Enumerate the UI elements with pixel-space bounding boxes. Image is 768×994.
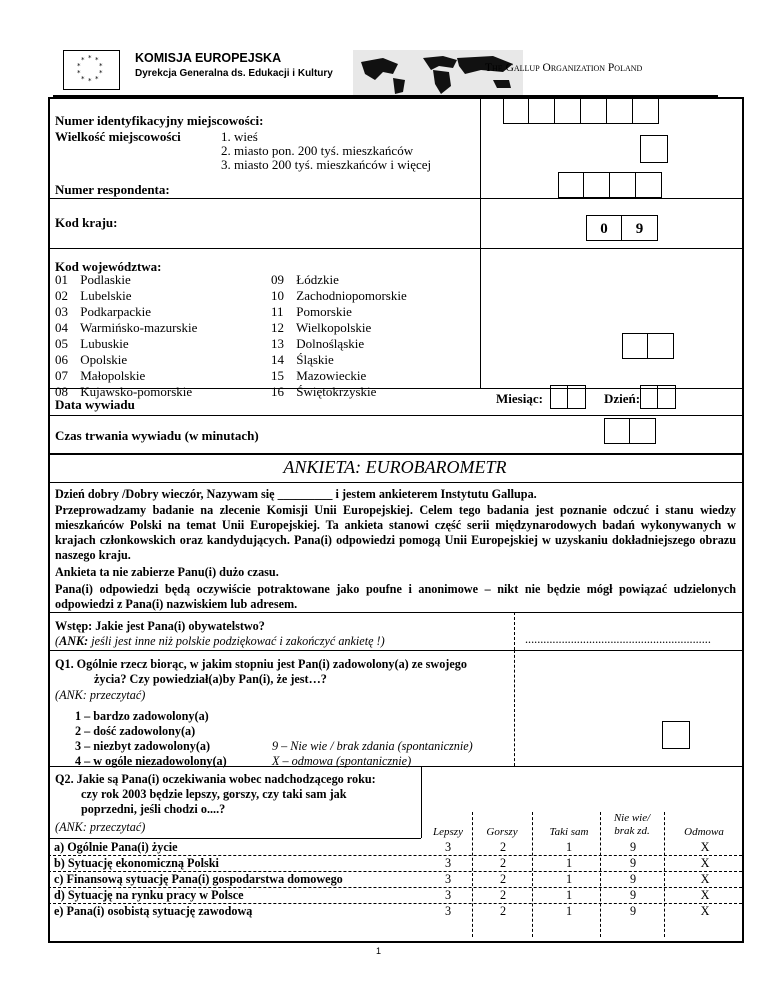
country-code-digit: 0	[586, 215, 622, 241]
q1-text-a: Q1. Ogólnie rzecz biorąc, w jakim stopniu jest Pan(i) zadowolony(a) ze swojego	[55, 657, 467, 671]
list-item: 08 Kujawsko-pomorskie	[55, 384, 193, 399]
citizenship-answer-line[interactable]: .............................................................	[525, 632, 711, 646]
q2-col-header: Nie wie/ brak zd.	[613, 812, 651, 837]
table-row: a) Ogólnie Pana(i) życie 3 2 1 9 X	[54, 840, 710, 854]
table-row: b) Sytuację ekonomiczną Polski 3 2 1 9 X	[54, 856, 710, 870]
list-item: 04 Warmińsko-mazurskie	[55, 320, 198, 335]
q1-option-2: 2 – dość zadowolony(a)	[75, 724, 196, 738]
eu-flag-logo	[63, 50, 120, 90]
duration-label: Czas trwania wywiadu (w minutach)	[55, 428, 259, 443]
list-item: 12 Wielkopolskie	[271, 320, 372, 335]
id-input-cells[interactable]	[503, 98, 659, 124]
q1-spont-2: X – odmowa (spontanicznie)	[272, 754, 412, 768]
svg-text:*: *	[99, 62, 103, 70]
short-note: Ankieta ta nie zabierze Panu(i) dużo czasu.	[55, 565, 279, 579]
voivodeship-input-cells[interactable]	[622, 333, 674, 359]
q1-options	[75, 709, 227, 769]
q1-option-4: 4 – w ogóle niezadowolony(a)	[75, 754, 227, 768]
q1-note: (ANK: przeczytać)	[55, 688, 146, 702]
date-label: Data wywiadu	[55, 397, 135, 412]
size-option-2: 2. miasto pon. 200 tyś. mieszkańców	[221, 143, 414, 158]
size-option-3: 3. miasto 200 tyś. mieszkańców i więcej	[221, 157, 432, 172]
svg-text:*: *	[95, 75, 99, 83]
q2-note: (ANK: przeczytać)	[55, 820, 146, 834]
respondent-input-cells[interactable]	[558, 172, 662, 198]
month-label: Miesiąc:	[496, 391, 543, 406]
list-item: 14 Śląskie	[271, 352, 334, 367]
q1-spontaneous	[272, 739, 473, 769]
list-item: 05 Lubuskie	[55, 336, 129, 351]
month-input-cells[interactable]	[550, 385, 586, 409]
list-item: 03 Podkarpackie	[55, 304, 152, 319]
day-input-cells[interactable]	[640, 385, 676, 409]
table-row: d) Sytuację na rynku pracy w Polsce 3 2 1 9 X	[54, 888, 710, 902]
table-row: c) Finansową sytuację Pana(i) gospodarstwa domowego 3 2 1 9 X	[54, 872, 710, 886]
q2-col-header: Taki sam	[549, 826, 589, 838]
q1-option-1: 1 – bardzo zadowolony(a)	[75, 709, 209, 723]
greeting: Dzień dobry /Dobry wieczór, Nazywam się _________ i jestem ankieterem Instytutu Gallupa.	[55, 487, 537, 501]
svg-text:*: *	[88, 77, 92, 85]
id-label: Numer identyfikacyjny miejscowości:	[55, 113, 264, 128]
respondent-label: Numer respondenta:	[55, 182, 170, 197]
list-item: 07 Małopolskie	[55, 368, 146, 383]
gallup-name: The Gallup Organization Poland	[485, 62, 643, 74]
list-item: 16 Świętokrzyskie	[271, 384, 377, 399]
header	[53, 46, 718, 96]
day-label: Dzień:	[604, 391, 641, 406]
q1-text-b: życia? Czy powiedział(a)by Pan(i), że jest…?	[94, 672, 327, 686]
size-input-box[interactable]	[640, 135, 668, 163]
svg-text:*: *	[88, 54, 92, 62]
voivodeship-label: Kod województwa:	[55, 259, 162, 274]
q1-option-3: 3 – niezbyt zadowolony(a)	[75, 739, 211, 753]
svg-text:*: *	[81, 75, 85, 83]
duration-input-cells[interactable]	[604, 418, 656, 444]
list-item: 11 Pomorskie	[271, 304, 352, 319]
svg-text:*: *	[77, 69, 81, 77]
list-item: 02 Lubelskie	[55, 288, 132, 303]
eu-stars-icon	[64, 51, 119, 89]
voivodeship-list-left	[55, 272, 197, 400]
svg-text:*: *	[99, 69, 103, 77]
list-item: 13 Dolnośląskie	[271, 336, 365, 351]
q1-answer-box[interactable]	[662, 721, 690, 749]
table-row: e) Pana(i) osobistą sytuację zawodową 3 2 1 9 X	[54, 904, 710, 918]
q1-spont-1: 9 – Nie wie / brak zdania (spontanicznie)	[272, 739, 473, 753]
svg-text:*: *	[81, 56, 85, 64]
country-label: Kod kraju:	[55, 215, 118, 230]
q2-col-header: Gorszy	[486, 826, 518, 838]
page-number: 1	[376, 946, 382, 956]
list-item: 06 Opolskie	[55, 352, 128, 367]
intro-question-note: (ANK: jeśli jest inne niż polskie podziękować i zakończyć ankietę !)	[55, 634, 385, 648]
svg-text:*: *	[95, 56, 99, 64]
intro-question: Wstęp: Jakie jest Pana(i) obywatelstwo?	[55, 619, 265, 633]
q2-col-header: Odmowa	[684, 826, 724, 838]
country-code-digit: 9	[622, 215, 658, 241]
survey-title: ANKIETA: EUROBAROMETR	[283, 457, 507, 477]
list-item: 15 Mazowieckie	[271, 368, 367, 383]
q2-col-header: Lepszy	[433, 826, 463, 838]
org-subtitle: Dyrekcja Generalna ds. Edukacji i Kultury	[135, 68, 333, 79]
q2-text: Q2. Jakie są Pana(i) oczekiwania wobec nadchodzącego roku: czy rok 2003 będzie lepszy, gorszy, czy taki sam jak poprzedni, jeśli chodzi o....?	[55, 772, 376, 816]
org-title: KOMISJA EUROPEJSKA	[135, 51, 282, 65]
size-label: Wielkość miejscowości	[55, 129, 181, 144]
country-code-cells	[586, 215, 658, 241]
voivodeship-list-right	[271, 272, 407, 400]
list-item: 09 Łódzkie	[271, 272, 339, 287]
intro-paragraph: Przeprowadzamy badanie na zlecenie Komisji Unii Europejskiej. Celem tego badania jest poznanie odczuć i stanu wiedzy mieszkańców Polski na temat Unii Europejskiej. Ta ankieta stanowi część serii międzynarodowych badań wykonywanych w krajach członkowskich oraz kandydujących. Pana(i) odpowiedzi pomogą Unii Europejskiej w uzyskaniu dokładniejszego obrazu naszego kraju.	[55, 503, 736, 562]
list-item: 01 Podlaskie	[55, 272, 131, 287]
svg-text:*: *	[77, 62, 81, 70]
size-option-1: 1. wieś	[221, 129, 258, 144]
list-item: 10 Zachodniopomorskie	[271, 288, 407, 303]
confidential-note: Pana(i) odpowiedzi będą oczywiście potraktowane jako poufne i anonimowe – nikt nie będzie mógł powiązać udzielonych odpowiedzi z Pana(i) nazwiskiem lub adresem.	[55, 582, 736, 611]
